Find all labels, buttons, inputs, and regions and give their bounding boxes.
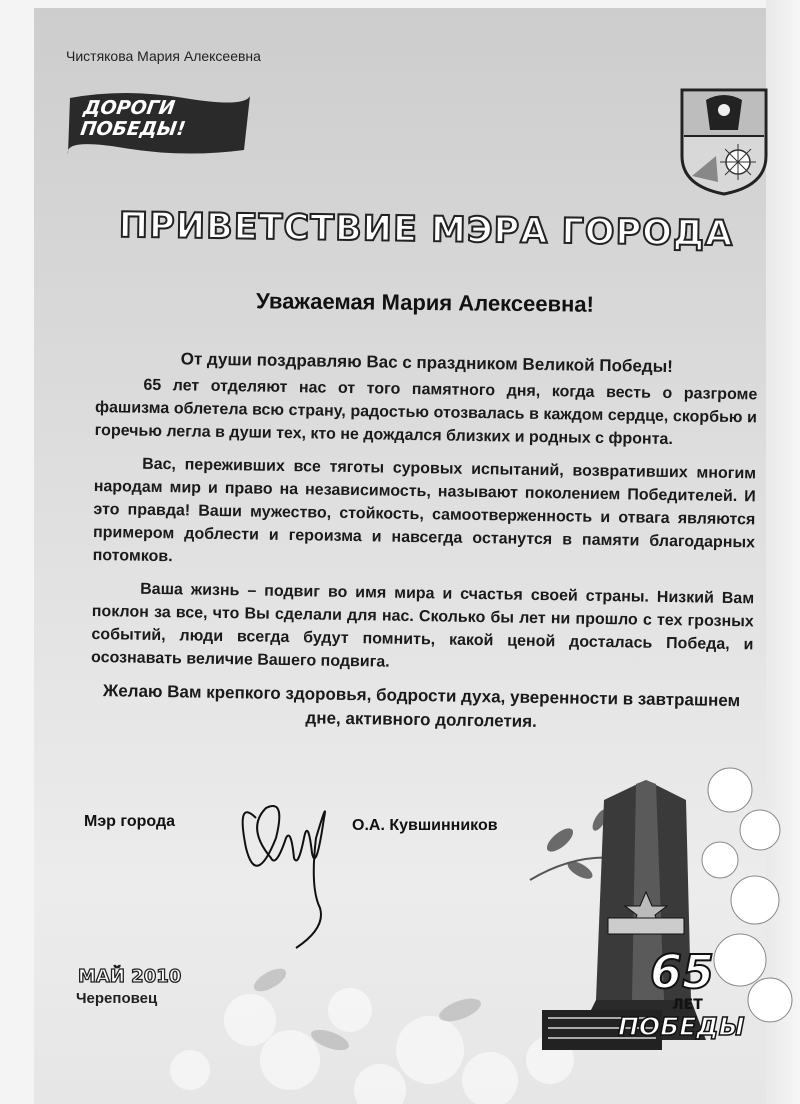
salutation: Уважаемая Мария Алексеевна! [255, 288, 595, 317]
signature-icon [216, 778, 336, 954]
emblem-line2: ПОБЕДЫ [618, 1012, 745, 1041]
signer-position: Мэр города [84, 813, 175, 830]
paragraph-3: Ваша жизнь – подвиг во имя мира и счастья своей страны. Низкий Вам поклон за все, что Вы сделали для нас. Сколько бы лет ни прошло с тех грозных событий, люди всегда будут помнить, какой ценой досталась Победа, и осознавать величие Вашего подвига. [90, 580, 755, 671]
document-date: МАЙ 2010 [78, 966, 182, 987]
lead-line: От души поздравляю Вас с праздником Великой Победы! [180, 349, 674, 377]
recipient-name: Чистякова Мария Алексеевна [66, 48, 261, 64]
paragraph-2: Вас, переживших все тяготы суровых испытаний, возвративших многим народам мир и право на независимость, называют поколением Победителей. И это правда! Ваши мужество, стойкость, самоотверженность и отвага являются примером доблести и героизма и навсегда останутся в памяти благодарных потомков. [92, 455, 757, 566]
document-city: Череповец [76, 990, 158, 1007]
closing-wishes: Желаю Вам крепкого здоровья, бодрости духа, уверенности в завтрашнем дне, активного долголетия. [102, 681, 741, 731]
emblem-line1: ЛЕТ [672, 997, 703, 1013]
emblem-number: 65 [650, 945, 715, 999]
coat-of-arms-icon [678, 86, 770, 196]
document-title: ПРИВЕТСТВИЕ МЭРА ГОРОДА [118, 205, 734, 255]
paragraph-1: 65 лет отделяют нас от того памятного дня, когда весть о разгроме фашизма облетела всю страну, радостью отозвалась в каждом сердце, скорбью и горечью легла в души тех, кто не дождался близких и родных с фронта. [94, 376, 758, 449]
signer-name: О.А. Кувшинников [352, 817, 498, 834]
campaign-logo-text: ДОРОГИ ПОБЕДЫ! [79, 97, 187, 140]
letter-body [90, 346, 758, 747]
